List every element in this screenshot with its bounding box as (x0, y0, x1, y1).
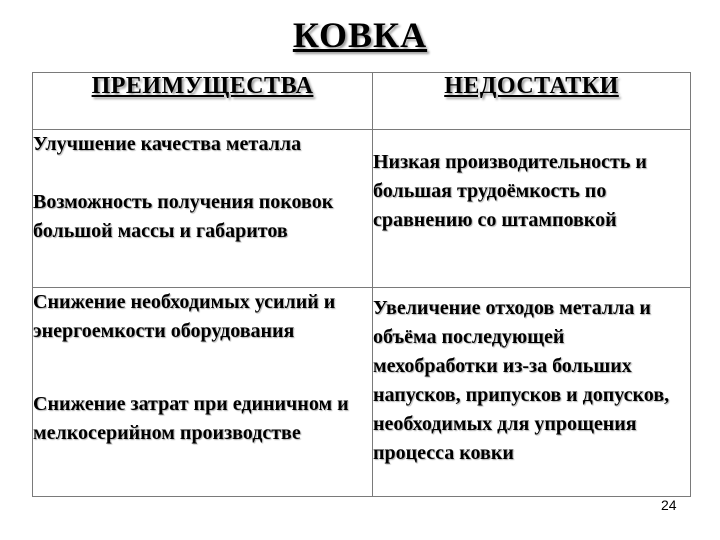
advantages-header: ПРЕИМУЩЕСТВА (33, 73, 373, 130)
comparison-table (32, 72, 691, 497)
table-row (33, 288, 691, 497)
page-number: 24 (661, 497, 677, 513)
table-row (33, 130, 691, 288)
disadvantage-item: Низкая производительность и большая трудоёмкость по сравнению со штамповкой (373, 151, 647, 231)
disadvantage-item: Увеличение отходов металла и объёма последующей мехобработки из-за больших напусков, припусков и допусков, необходимых для упрощения процесса ковки (373, 297, 670, 464)
disadvantages-cell (373, 130, 691, 288)
advantage-item: Снижение затрат при единичном и мелкосерийном производстве (33, 393, 349, 444)
advantages-cell (33, 288, 373, 497)
advantage-item: Возможность получения поковок большой массы и габаритов (33, 191, 334, 242)
table-header-row (33, 73, 691, 130)
disadvantages-cell (373, 288, 691, 497)
advantage-item: Снижение необходимых усилий и энергоемкости оборудования (33, 291, 336, 342)
advantages-cell (33, 130, 373, 288)
disadvantages-header: НЕДОСТАТКИ (373, 73, 691, 130)
page-title: КОВКА (292, 15, 428, 55)
advantage-item: Улучшение качества металла (33, 133, 302, 155)
